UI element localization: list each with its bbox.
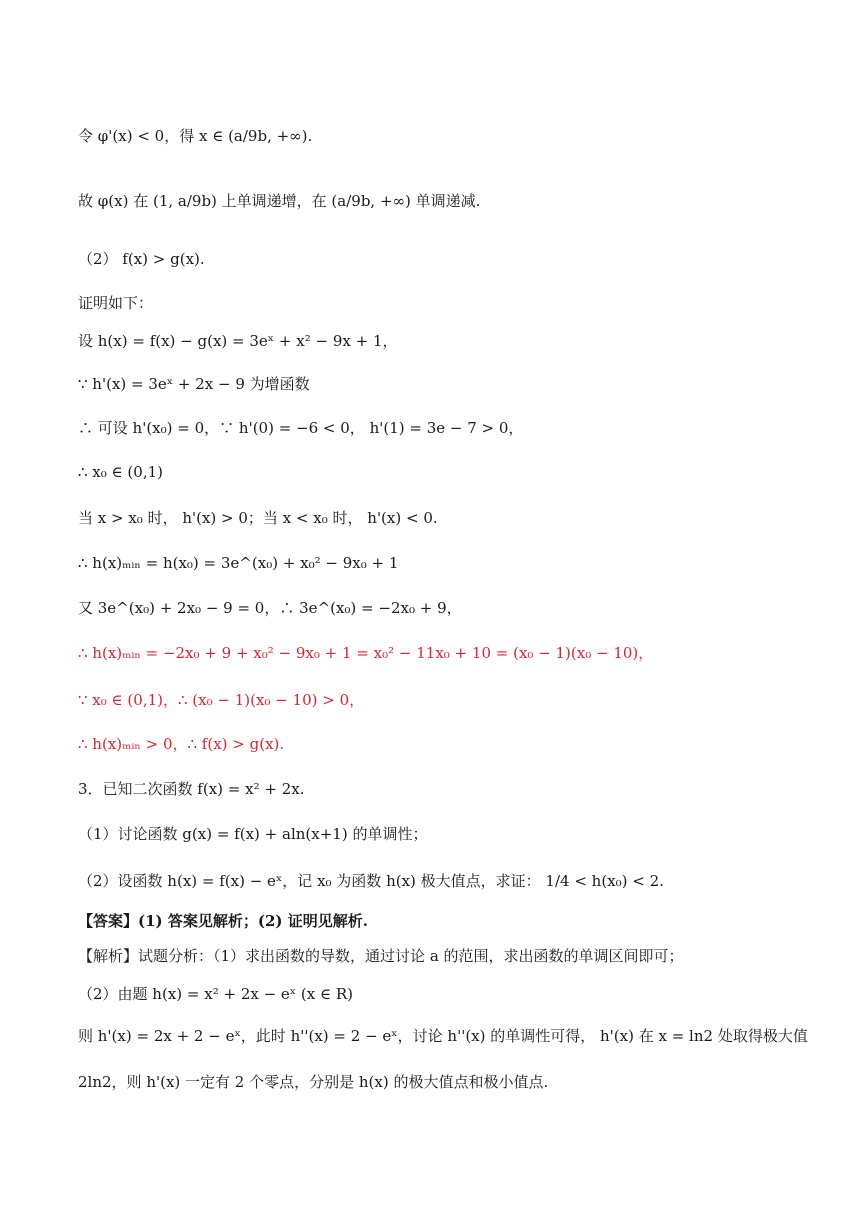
text-line-6: ∵ h'(x) = 3eˣ + 2x − 9 为增函数 <box>78 375 310 393</box>
text-line-8: ∴ x₀ ∈ (0,1) <box>78 463 163 481</box>
text-line-17: （2）设函数 h(x) = f(x) − eˣ，记 x₀ 为函数 h(x) 极大值点，求证： 1/4 < h(x₀) < 2. <box>78 872 664 890</box>
text-line-22: 2ln2，则 h'(x) 一定有 2 个零点，分别是 h(x) 的极大值点和极小值点. <box>78 1073 549 1091</box>
text-line-7: ∴ 可设 h'(x₀) = 0，∵ h'(0) = −6 < 0， h'(1) = 3e − 7 > 0， <box>78 419 524 437</box>
text-line-2: 故 φ(x) 在 (1, a/9b) 上单调递增，在 (a/9b, +∞) 单调递减. <box>78 192 481 210</box>
text-line-11: 又 3e^(x₀) + 2x₀ − 9 = 0，∴ 3e^(x₀) = −2x₀ + 9， <box>78 599 462 617</box>
text-line-20: （2）由题 h(x) = x² + 2x − eˣ (x ∈ R) <box>78 985 354 1003</box>
text-line-12: ∴ h(x)ₘᵢₙ = −2x₀ + 9 + x₀² − 9x₀ + 1 = x₀² − 11x₀ + 10 = (x₀ − 1)(x₀ − 10)， <box>78 644 654 662</box>
text-line-14: ∴ h(x)ₘᵢₙ > 0，∴ f(x) > g(x). <box>78 735 285 753</box>
text-line-9: 当 x > x₀ 时， h'(x) > 0；当 x < x₀ 时， h'(x) < 0. <box>78 509 438 527</box>
text-line-5: 设 h(x) = f(x) − g(x) = 3eˣ + x² − 9x + 1， <box>78 332 398 350</box>
text-line-1: 令 φ'(x) < 0，得 x ∈ (a/9b, +∞). <box>78 127 313 145</box>
text-line-13: ∵ x₀ ∈ (0,1)，∴ (x₀ − 1)(x₀ − 10) > 0， <box>78 691 365 709</box>
text-line-16: （1）讨论函数 g(x) = f(x) + aln(x+1) 的单调性； <box>78 825 428 843</box>
text-line-15: 3．已知二次函数 f(x) = x² + 2x. <box>78 780 305 798</box>
text-line-4: 证明如下： <box>78 294 154 312</box>
text-line-10: ∴ h(x)ₘᵢₙ = h(x₀) = 3e^(x₀) + x₀² − 9x₀ + 1 <box>78 554 399 572</box>
text-line-19: 【解析】试题分析：（1）求出函数的导数，通过讨论 a 的范围，求出函数的单调区间即可； <box>78 947 684 965</box>
text-line-21: 则 h'(x) = 2x + 2 − eˣ，此时 h''(x) = 2 − eˣ，讨论 h''(x) 的单调性可得， h'(x) 在 x = ln2 处取得极大值 <box>78 1027 808 1045</box>
text-line-18: 【答案】(1) 答案见解析；(2) 证明见解析. <box>78 912 368 930</box>
text-line-3: （2） f(x) > g(x). <box>78 250 205 268</box>
